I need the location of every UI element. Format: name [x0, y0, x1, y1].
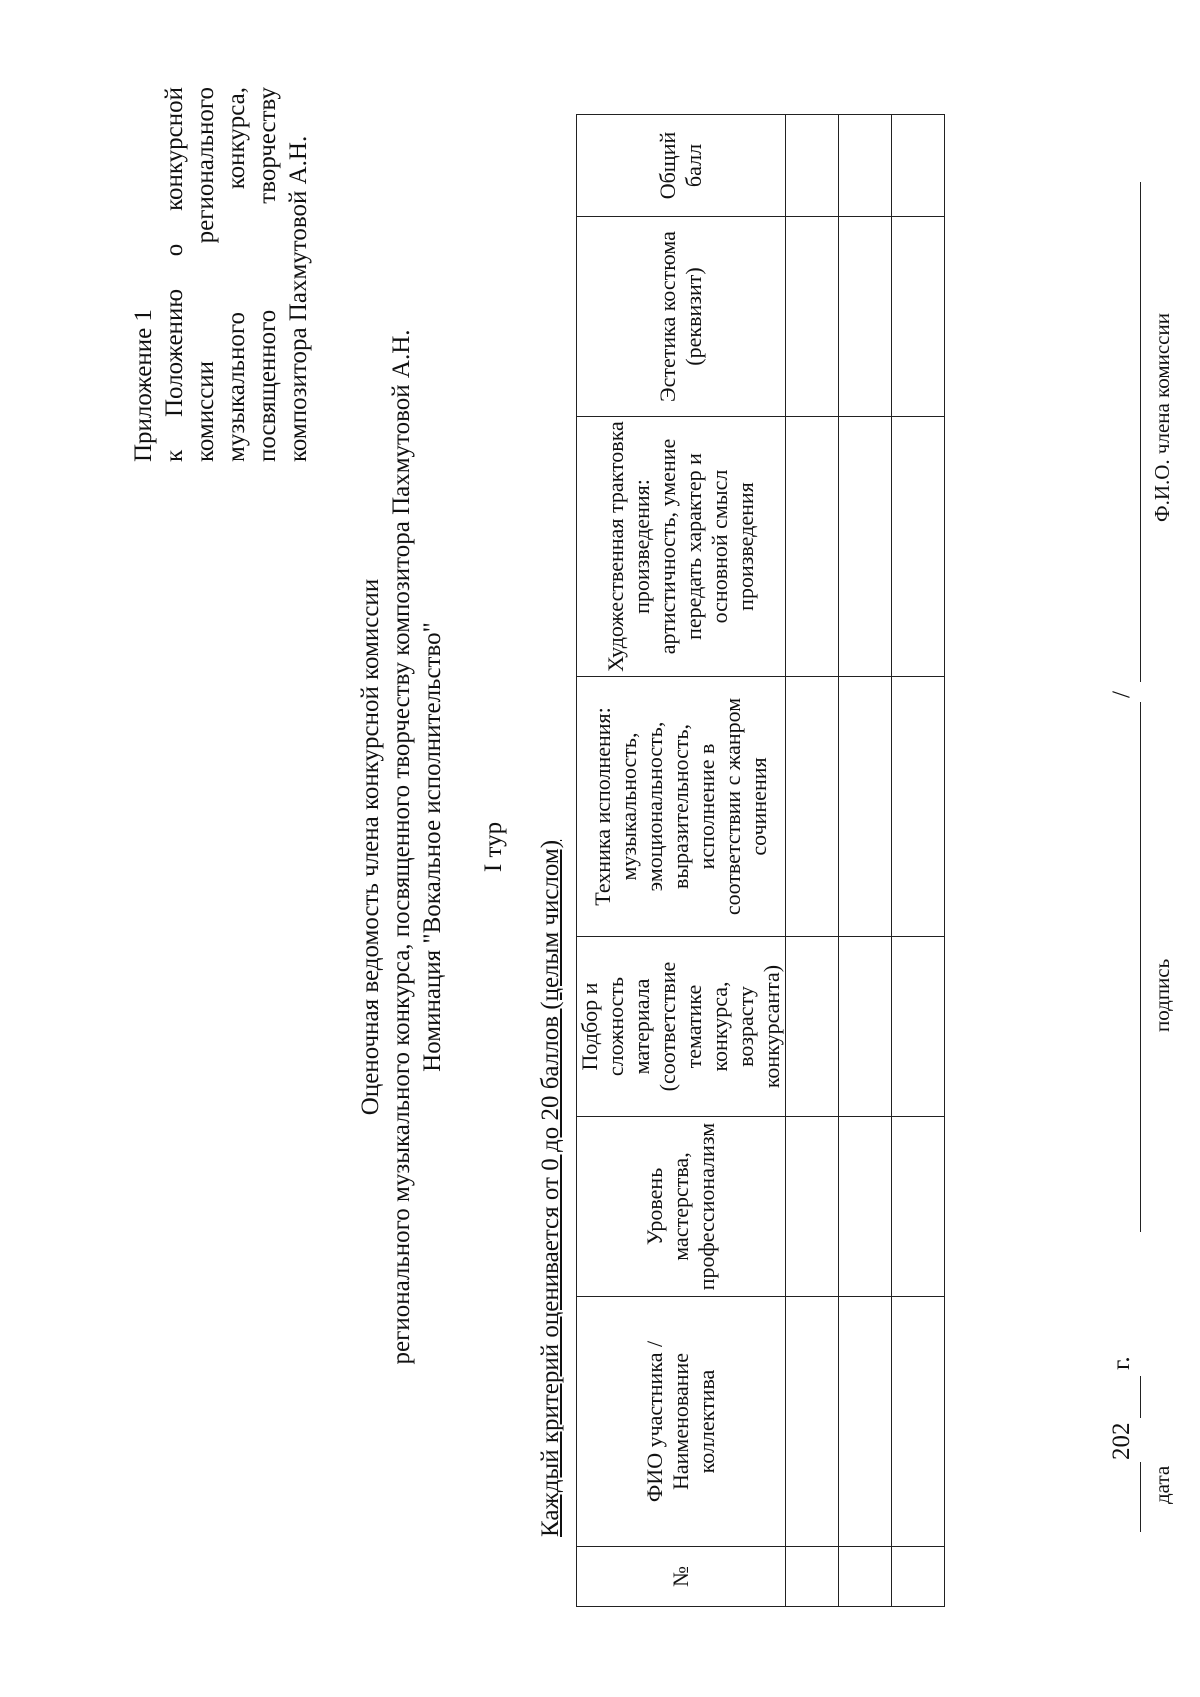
member-name-caption: Ф.И.О. члена комиссии [1150, 313, 1174, 522]
table-cell[interactable] [786, 1117, 839, 1297]
table-row [839, 115, 892, 1607]
header-number: № [577, 1547, 786, 1607]
header-skill-level: Уровень мастерства, профессионализм [577, 1117, 786, 1297]
appendix-line: композитора Пахмутовой А.Н. [285, 135, 312, 462]
criteria-note [537, 840, 565, 1537]
table-cell[interactable] [786, 1297, 839, 1547]
signature-line[interactable] [1140, 702, 1141, 1232]
table-cell[interactable] [892, 1117, 945, 1297]
member-name-line[interactable] [1140, 182, 1141, 682]
table-cell[interactable] [786, 677, 839, 937]
table-cell[interactable] [839, 1547, 892, 1607]
signature-block [1098, 132, 1198, 1532]
table-cell[interactable] [892, 1297, 945, 1547]
table-cell[interactable] [839, 1117, 892, 1297]
header-participant-name: ФИО участника / Наименование коллектива [577, 1297, 786, 1547]
signature-separator: / [1108, 691, 1135, 698]
title-line: регионального музыкального конкурса, посвященного творчеству композитора Пахмутовой А.Н. [388, 329, 415, 1365]
table-row [786, 115, 839, 1607]
header-performance-technique: Техника исполнения: музыкальность, эмоциональность, выразительность, исполнение в соответствии с жанром сочинения [577, 677, 786, 937]
criteria-note-text: Каждый критерий оценивается от 0 до 20 баллов (целым числом) [537, 839, 564, 1537]
header-total-score: Общий балл [577, 115, 786, 217]
document-title [355, 197, 448, 1497]
table-cell[interactable] [786, 1547, 839, 1607]
nomination-title: Номинация "Вокальное исполнительство" [419, 622, 446, 1072]
date-year-prefix: 202 [1108, 1422, 1135, 1460]
date-year-line[interactable] [1140, 1376, 1141, 1418]
header-artistic-interpretation: Художественная трактовка произведения: артистичность, умение передать характер и основной смысл произведения [577, 417, 786, 677]
table-cell[interactable] [892, 937, 945, 1117]
table-cell[interactable] [839, 1297, 892, 1547]
table-cell[interactable] [839, 417, 892, 677]
table-cell[interactable] [786, 937, 839, 1117]
table-cell[interactable] [892, 677, 945, 937]
table-cell[interactable] [892, 115, 945, 217]
score-table [576, 114, 945, 1607]
table-cell[interactable] [892, 417, 945, 677]
appendix-header [128, 87, 314, 462]
table-cell[interactable] [839, 115, 892, 217]
table-cell[interactable] [892, 1547, 945, 1607]
tour-label: I тур [480, 821, 507, 873]
header-costume-aesthetics: Эстетика костюма (реквизит) [577, 217, 786, 417]
table-cell[interactable] [839, 937, 892, 1117]
table-cell[interactable] [892, 217, 945, 417]
header-repertoire-selection: Подбор и сложность материала (соответствие тематике конкурса, возрасту конкурсанта) [577, 937, 786, 1117]
table-cell[interactable] [786, 115, 839, 217]
table-header-row [577, 115, 786, 1607]
date-day-line[interactable] [1140, 1462, 1141, 1532]
date-year-suffix: г. [1108, 1356, 1135, 1370]
table-row [892, 115, 945, 1607]
appendix-line: Приложение 1 [130, 309, 157, 462]
appendix-line: музыкального конкурса, [223, 87, 250, 462]
title-line: Оценочная ведомость члена конкурсной комиссии [357, 578, 384, 1116]
date-caption: дата [1150, 1465, 1174, 1504]
table-cell[interactable] [786, 217, 839, 417]
appendix-line: к Положению о конкурсной [161, 87, 188, 462]
table-cell[interactable] [839, 217, 892, 417]
appendix-line: комиссии регионального [192, 87, 219, 462]
table-cell[interactable] [839, 677, 892, 937]
table-cell[interactable] [786, 417, 839, 677]
signature-caption: подпись [1150, 958, 1174, 1032]
appendix-line: посвященного творчеству [254, 87, 281, 462]
